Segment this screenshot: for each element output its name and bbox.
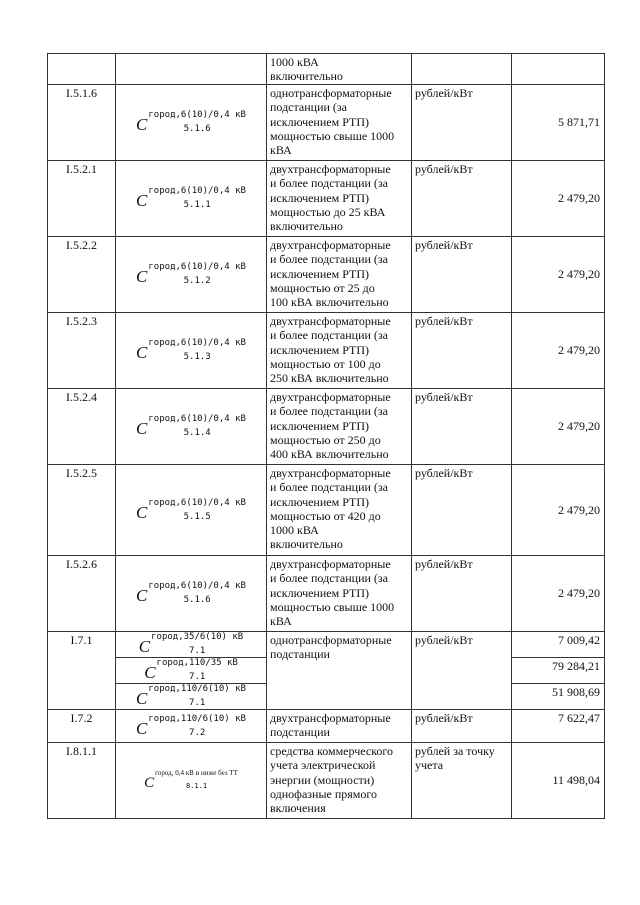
row-code <box>48 313 116 389</box>
row-value <box>512 237 605 313</box>
row-code <box>48 389 116 465</box>
table-row <box>48 743 605 819</box>
row-description-text: двухтрансформаторные <box>270 711 391 725</box>
table-row <box>48 54 605 85</box>
row-description-text: и более подстанции (за <box>270 252 388 267</box>
formula-subscript: 5.1.6 <box>183 124 211 134</box>
row-value <box>512 161 605 237</box>
formula-subscript: 5.1.2 <box>183 276 211 286</box>
formula-subscript: 5.1.3 <box>183 352 211 362</box>
formula-superscript: город,6(10)/0,4 кВ <box>148 110 246 120</box>
row-unit <box>412 556 512 632</box>
row-value <box>512 465 605 556</box>
row-description <box>267 465 412 556</box>
row-value-text: 5 871,71 <box>558 115 600 130</box>
row-unit-text: рублей/кВт <box>415 86 473 100</box>
tariff-formula <box>136 262 246 287</box>
row-unit-text: рублей/кВт <box>415 314 473 328</box>
formula-symbol: C <box>136 343 148 362</box>
row-value-text: 51 908,69 <box>552 685 600 699</box>
row-description-text: средства коммерческого <box>270 744 394 758</box>
row-value <box>512 389 605 465</box>
row-description-text: мощностью от 100 до <box>270 356 381 371</box>
row-formula <box>116 85 267 161</box>
table-row <box>48 556 605 632</box>
row-value-text: 11 498,04 <box>552 773 600 788</box>
row-description-text: энергии (мощности) <box>270 772 375 787</box>
row-code <box>48 710 116 743</box>
row-description-text: исключением РТП) <box>270 190 370 205</box>
row-value-text: 2 479,20 <box>558 267 600 282</box>
row-code-text: I.5.2.4 <box>66 390 97 404</box>
row-description <box>267 389 412 465</box>
tariff-formula <box>136 581 246 606</box>
row-description-text: включения <box>270 801 326 816</box>
formula-subscript: 5.1.4 <box>183 428 211 438</box>
row-unit-text: рублей/кВт <box>415 238 473 252</box>
row-description-text: исключением РТП) <box>270 266 370 281</box>
formula-symbol: C <box>136 115 148 134</box>
row-description <box>267 710 412 743</box>
row-code-text: I.7.2 <box>70 711 93 725</box>
row-description-text: мощностью свыше 1000 <box>270 128 395 143</box>
row-description-text: мощностью свыше 1000 <box>270 599 395 614</box>
row-value <box>512 710 605 743</box>
row-description-text: кВА <box>270 614 292 629</box>
row-unit-text: рублей/кВт <box>415 162 473 176</box>
row-description-text: кВА <box>270 143 292 158</box>
row-description <box>267 54 412 85</box>
formula-symbol: C <box>136 419 148 438</box>
row-code-text: I.5.2.6 <box>66 557 97 571</box>
row-description <box>267 237 412 313</box>
row-formula <box>116 237 267 313</box>
row-unit <box>412 389 512 465</box>
row-formula <box>116 54 267 85</box>
row-description-text: 400 кВА включительно <box>270 447 389 462</box>
row-description-text: мощностью от 250 до <box>270 432 381 447</box>
row-formula <box>116 161 267 237</box>
row-value-text: 2 479,20 <box>558 343 600 358</box>
row-description-text: подстанции <box>270 647 330 662</box>
row-description-text: включительно <box>270 537 343 552</box>
formula-symbol: C <box>136 718 148 738</box>
row-unit <box>412 161 512 237</box>
row-code <box>48 743 116 819</box>
table-row <box>48 85 605 161</box>
row-code <box>48 237 116 313</box>
row-value-text: 7 009,42 <box>558 633 600 647</box>
row-description-text: и более подстанции (за <box>270 404 388 419</box>
row-description-text: исключением РТП) <box>270 114 370 129</box>
row-description-text: мощностью до 25 кВА <box>270 204 386 219</box>
row-unit <box>412 710 512 743</box>
row-value <box>512 85 605 161</box>
row-description-text: и более подстанции (за <box>270 176 388 191</box>
tariff-formula <box>136 684 246 709</box>
formula-superscript: город,110/35 кВ <box>156 658 238 668</box>
row-description-text: и более подстанции (за <box>270 480 388 495</box>
formula-subscript: 5.1.5 <box>183 511 211 522</box>
tariff-formula <box>144 769 238 792</box>
formula-superscript: город,6(10)/0,4 кВ <box>148 338 246 348</box>
row-description <box>267 313 412 389</box>
formula-symbol: C <box>144 775 155 791</box>
formula-subscript: 7.1 <box>189 646 206 656</box>
row-description-text: включительно <box>270 69 343 84</box>
formula-symbol: C <box>136 267 148 286</box>
row-description-text: исключением РТП) <box>270 418 370 433</box>
row-unit-text: рублей/кВт <box>415 390 473 404</box>
formula-symbol: C <box>136 689 148 708</box>
row-description-text: двухтрансформаторные <box>270 466 391 480</box>
row-value-text: 2 479,20 <box>558 191 600 206</box>
row-description-text: 250 кВА включительно <box>270 371 389 386</box>
formula-subscript: 7.1 <box>189 698 206 708</box>
formula-superscript: город,6(10)/0,4 кВ <box>148 414 246 424</box>
row-description-text: двухтрансформаторные <box>270 162 391 176</box>
tariff-table-body <box>48 54 605 819</box>
formula-symbol: C <box>138 637 151 656</box>
row-description-text: исключением РТП) <box>270 585 370 600</box>
row-formula <box>116 389 267 465</box>
row-code <box>48 85 116 161</box>
row-value-text: 79 284,21 <box>552 659 600 673</box>
table-row <box>48 313 605 389</box>
row-unit-text: рублей/кВт <box>415 633 473 647</box>
row-formula <box>116 556 267 632</box>
formula-symbol: C <box>136 586 148 605</box>
formula-subscript: 7.1 <box>189 672 206 682</box>
row-formula <box>116 743 267 819</box>
row-code-text: I.5.1.6 <box>66 86 97 100</box>
row-unit-text: рублей/кВт <box>415 557 473 571</box>
tariff-formula <box>136 414 246 439</box>
row-value <box>512 632 605 658</box>
row-description-text: однофазные прямого <box>270 786 377 801</box>
row-unit <box>412 632 512 710</box>
formula-superscript: город,110/6(10) кВ <box>148 684 246 694</box>
row-value-text: 2 479,20 <box>558 586 600 601</box>
row-formula <box>116 465 267 556</box>
row-description-text: и более подстанции (за <box>270 328 388 343</box>
formula-symbol: C <box>144 663 156 682</box>
table-row <box>48 237 605 313</box>
row-description-text: мощностью от 420 до <box>270 508 381 523</box>
row-unit-text: рублей/кВт <box>415 466 473 480</box>
formula-superscript: город,6(10)/0,4 кВ <box>148 581 246 591</box>
row-description-text: однотрансформаторные <box>270 633 392 647</box>
table-row <box>48 710 605 743</box>
row-unit <box>412 85 512 161</box>
row-description-text: исключением РТП) <box>270 342 370 357</box>
row-value-text: 2 479,20 <box>558 502 600 517</box>
row-description-text: и более подстанции (за <box>270 571 388 586</box>
row-formula <box>116 632 267 658</box>
formula-symbol: C <box>136 191 148 210</box>
tariff-table <box>47 53 605 819</box>
formula-subscript: 8.1.1 <box>185 782 208 790</box>
row-unit <box>412 237 512 313</box>
formula-subscript: 7.2 <box>189 727 206 738</box>
tariff-formula <box>139 632 243 657</box>
row-value <box>512 54 605 85</box>
row-description-text: подстанции (за <box>270 100 347 115</box>
formula-superscript: город,110/6(10) кВ <box>148 713 246 724</box>
formula-subscript: 5.1.1 <box>183 200 211 210</box>
row-formula <box>116 710 267 743</box>
formula-superscript: город, 0,4 кВ и ниже без ТТ <box>155 769 238 777</box>
formula-superscript: город,6(10)/0,4 кВ <box>148 262 246 272</box>
row-formula <box>116 658 267 684</box>
row-description-text: двухтрансформаторные <box>270 314 391 328</box>
row-code <box>48 632 116 710</box>
row-description-text: 1000 кВА <box>270 523 319 538</box>
row-description <box>267 743 412 819</box>
formula-symbol: C <box>136 502 148 522</box>
table-row <box>48 161 605 237</box>
row-description-text: мощностью от 25 до <box>270 280 375 295</box>
row-unit <box>412 54 512 85</box>
row-description <box>267 85 412 161</box>
row-code <box>48 54 116 85</box>
row-value <box>512 743 605 819</box>
row-description <box>267 632 412 710</box>
row-description-text: двухтрансформаторные <box>270 238 391 252</box>
row-description-text: однотрансформаторные <box>270 86 392 100</box>
row-unit-text: рублей за точку <box>415 744 495 758</box>
tariff-formula <box>136 498 246 523</box>
row-description <box>267 556 412 632</box>
row-formula <box>116 684 267 710</box>
row-value <box>512 658 605 684</box>
table-row <box>48 465 605 556</box>
row-description-text: двухтрансформаторные <box>270 557 391 571</box>
row-code <box>48 556 116 632</box>
row-description-text: 100 кВА включительно <box>270 295 389 310</box>
row-value-text: 2 479,20 <box>558 419 600 434</box>
tariff-formula <box>136 338 246 363</box>
formula-superscript: город,35/6(10) кВ <box>151 632 244 642</box>
tariff-formula <box>136 714 246 739</box>
tariff-formula <box>144 658 238 683</box>
row-unit-text: учета <box>415 758 444 773</box>
row-description-text: двухтрансформаторные <box>270 390 391 404</box>
row-value <box>512 684 605 710</box>
row-description-text: учета электрической <box>270 758 376 773</box>
row-code-text: I.7.1 <box>70 633 93 647</box>
row-unit <box>412 743 512 819</box>
row-code-text: I.8.1.1 <box>66 744 97 758</box>
row-code <box>48 161 116 237</box>
row-value-text: 7 622,47 <box>558 711 600 725</box>
row-description <box>267 161 412 237</box>
row-unit <box>412 465 512 556</box>
row-description-text: 1000 кВА <box>270 55 319 69</box>
row-description-text: исключением РТП) <box>270 494 370 509</box>
formula-subscript: 5.1.6 <box>183 595 211 605</box>
row-code <box>48 465 116 556</box>
row-unit-text: рублей/кВт <box>415 711 473 725</box>
row-value <box>512 556 605 632</box>
row-code-text: I.5.2.2 <box>66 238 97 252</box>
row-formula <box>116 313 267 389</box>
table-row <box>48 389 605 465</box>
formula-superscript: город,6(10)/0,4 кВ <box>148 186 246 196</box>
table-row <box>48 632 605 658</box>
row-code-text: I.5.2.5 <box>66 466 97 480</box>
tariff-formula <box>136 110 246 135</box>
row-value <box>512 313 605 389</box>
row-code-text: I.5.2.1 <box>66 162 97 176</box>
row-code-text: I.5.2.3 <box>66 314 97 328</box>
tariff-formula <box>136 186 246 211</box>
row-description-text: включительно <box>270 219 343 234</box>
row-description-text: подстанции <box>270 725 330 740</box>
row-unit <box>412 313 512 389</box>
formula-superscript: город,6(10)/0,4 кВ <box>148 497 246 508</box>
